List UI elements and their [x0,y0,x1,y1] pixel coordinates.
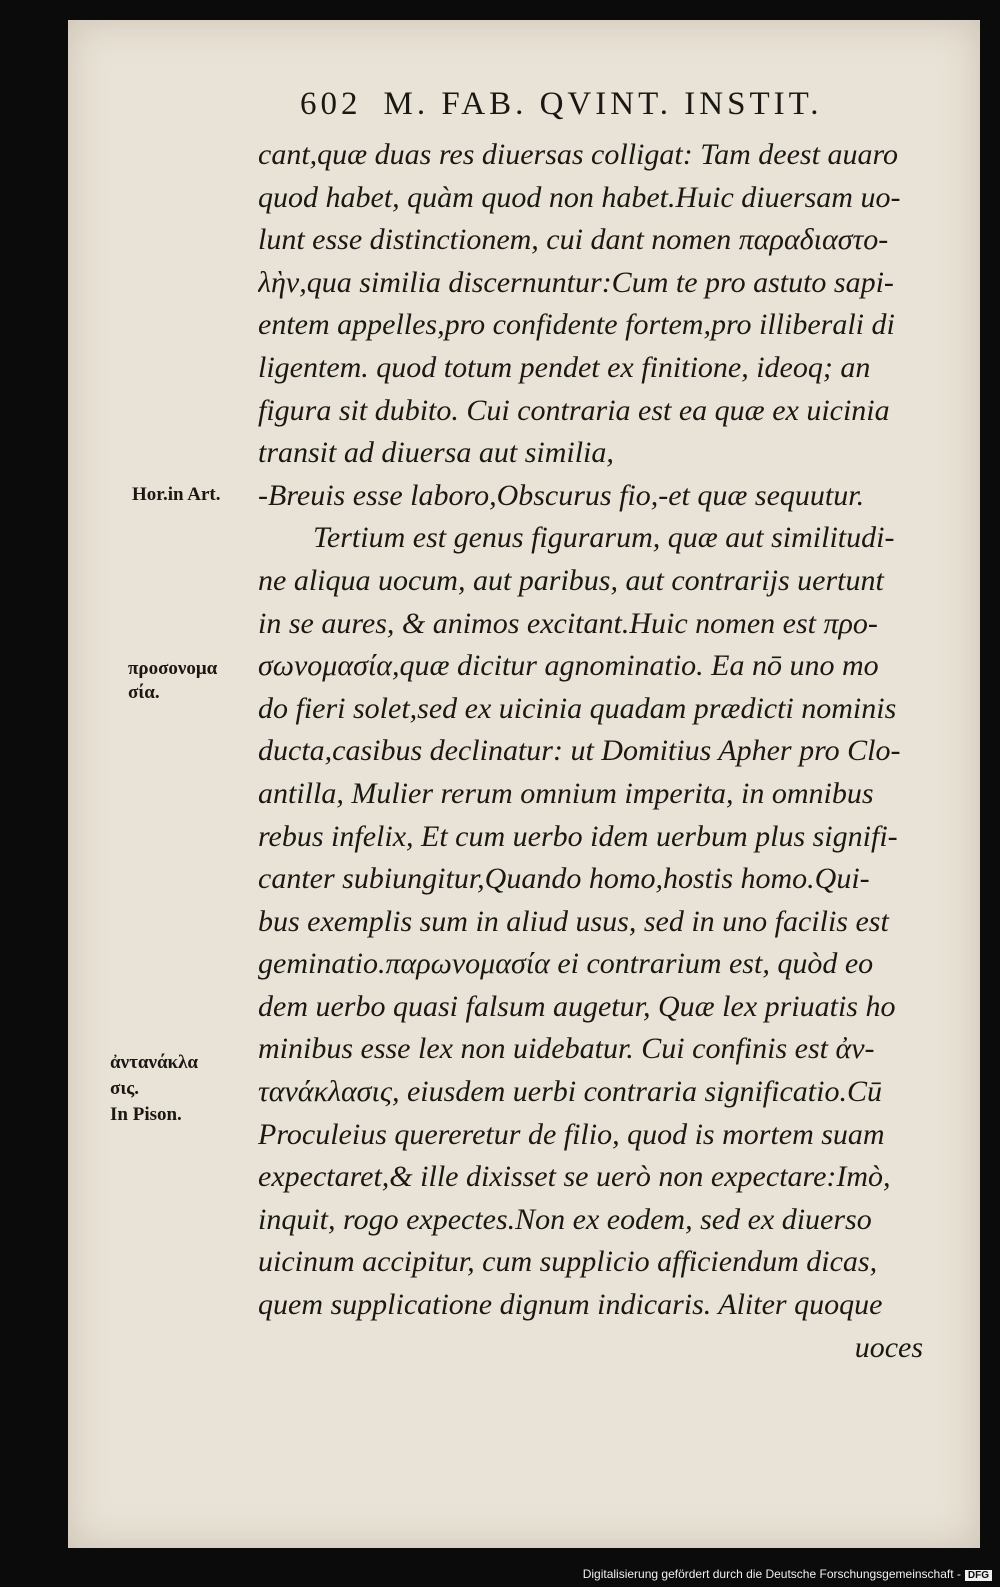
margin-note-prosonomasia: προσονομα [128,658,218,679]
text-line: Proculeius quereretur de filio, quod is mortem suam [258,1117,885,1151]
text-line: figura sit dubito. Cui contraria est ea quæ ex uicinia [258,393,890,427]
text-line: lunt esse distinctionem, cui dant nomen παραδιαστο- [258,223,889,257]
text-line: ducta,casibus declinatur: ut Domitius Apher pro Clo- [258,734,901,768]
margin-note-antanaclasis: ἀντανάκλα [110,1052,199,1073]
text-line: antilla, Mulier rerum omnium imperita, in omnibus [258,776,874,810]
text-line: τανάκλασις, eiusdem uerbi contraria significatio.Cū [258,1075,882,1109]
text-line: ligentem. quod totum pendet ex finitione, ideoq; an [258,350,871,384]
text-line: entem appelles,pro confidente fortem,pro illiberali di [258,308,895,342]
margin-note-in-pison: In Pison. [110,1104,182,1125]
text-line: inquit, rogo expectes.Non ex eodem, sed ex diuerso [258,1202,872,1236]
text-line: quod habet, quàm quod non habet.Huic diuersam uo- [258,180,901,214]
text-line: Tertium est genus figurarum, quæ aut similitudi- [313,521,895,555]
text-line: canter subiungitur,Quando homo,hostis homo.Qui- [258,862,870,896]
catchword: uoces [854,1330,923,1364]
text-line: -Breuis esse laboro,Obscurus fio,-et quæ sequutur. [258,478,865,512]
text-line: minibus esse lex non uidebatur. Cui confinis est ἀν- [258,1032,875,1066]
text-line: expectaret,& ille dixisset se uerò non expectare:Imò, [258,1160,891,1194]
text-line: ne aliqua uocum, aut paribus, aut contrarijs uertunt [258,563,884,597]
text-line: rebus infelix, Et cum uerbo idem uerbum plus signifi- [258,819,898,853]
text-line: dem uerbo quasi falsum augetur, Quæ lex priuatis ho [258,989,896,1023]
margin-note-prosonomasia-cont: σία. [128,682,160,703]
digitization-credit [583,1567,992,1581]
running-title: M. FAB. QVINT. INSTIT. [383,86,823,122]
text-line: quem supplicatione dignum indicaris. Aliter quoque [258,1288,883,1322]
text-line: geminatio.παρωνομασία ei contrarium est, quòd eo [258,947,874,981]
text-line: σωνομασία,quæ dicitur agnominatio. Ea nō uno mo [258,649,879,683]
text-line: λὴν,qua similia discernuntur:Cum te pro astuto sapi- [258,265,894,299]
running-header [300,86,940,123]
text-line: bus exemplis sum in aliud usus, sed in uno facilis est [258,904,889,938]
margin-note-hor-in-art: Hor.in Art. [132,484,221,505]
dfg-logo: DFG [965,1570,992,1581]
body-text [258,134,943,1369]
page-number: 602 [300,86,362,122]
text-line: uicinum accipitur, cum supplicio afficiendum dicas, [258,1245,878,1279]
text-line: cant,quæ duas res diuersas colligat: Tam deest auaro [258,138,899,171]
text-line: transit ad diuersa aut similia, [258,436,614,470]
text-line: in se aures, & animos excitant.Huic nomen est προ- [258,606,878,640]
text-line: do fieri solet,sed ex uicinia quadam prædicti nominis [258,691,897,725]
margin-note-antanaclasis-cont: σις. [110,1078,139,1099]
credit-text: Digitalisierung gefördert durch die Deutsche Forschungsgemeinschaft - [582,1567,961,1581]
